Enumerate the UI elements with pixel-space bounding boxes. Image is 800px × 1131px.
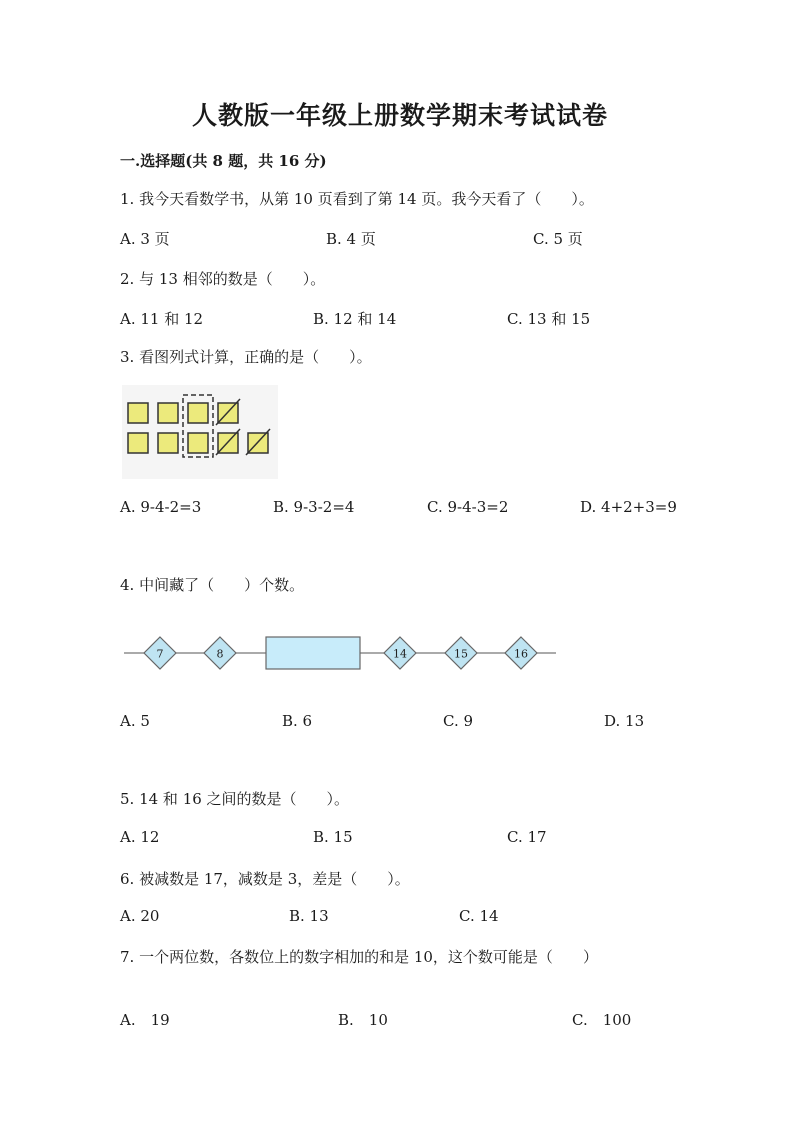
question-7: 7. 一个两位数，各数位上的数字相加的和是 10，这个数可能是（ ） [120,948,598,966]
figure-background [122,385,278,479]
q4-option-d[interactable]: D. 13 [604,712,645,730]
diamond-label-15: 15 [454,647,468,661]
q6-option-b[interactable]: B. 13 [289,907,329,925]
squares-figure [122,385,278,479]
q6-option-c[interactable]: C. 14 [459,907,499,925]
question-2: 2. 与 13 相邻的数是（ ）。 [120,270,326,288]
q5-option-c[interactable]: C. 17 [507,828,547,846]
q4-option-b[interactable]: B. 6 [282,712,313,730]
hidden-numbers-box [266,637,360,669]
section-heading: 一.选择题(共 8 题，共 16 分) [120,152,327,170]
question-5: 5. 14 和 16 之间的数是（ ）。 [120,790,350,808]
question-4: 4. 中间藏了（ ）个数。 [120,576,305,594]
question-1: 1. 我今天看数学书，从第 10 页看到了第 14 页。我今天看了（ ）。 [120,190,594,208]
square [158,403,178,423]
diamond-label-16: 16 [514,647,528,661]
square [128,433,148,453]
exam-title: 人教版一年级上册数学期末考试试卷 [191,101,608,130]
q3-option-b[interactable]: B. 9-3-2=4 [273,498,355,516]
q4-option-a[interactable]: A. 5 [120,712,150,730]
q5-option-a[interactable]: A. 12 [120,828,160,846]
q7-option-a[interactable]: A. 19 [120,1011,170,1029]
q1-option-b[interactable]: B. 4 页 [326,230,376,248]
q7-option-b[interactable]: B. 10 [338,1011,388,1029]
diamond-label-8: 8 [216,647,224,661]
square [188,403,208,423]
square [128,403,148,423]
q7-option-c[interactable]: C. 100 [572,1011,632,1029]
q5-option-b[interactable]: B. 15 [313,828,353,846]
q1-option-a[interactable]: A. 3 页 [120,230,170,248]
diamond-label-7: 7 [156,647,164,661]
q6-option-a[interactable]: A. 20 [120,907,160,925]
q4-option-c[interactable]: C. 9 [443,712,474,730]
q3-option-a[interactable]: A. 9-4-2=3 [120,498,202,516]
diamond-label-14: 14 [393,647,407,661]
square [188,433,208,453]
number-line-figure [124,632,560,674]
question-6: 6. 被减数是 17，减数是 3，差是（ ）。 [120,870,410,888]
q1-option-c[interactable]: C. 5 页 [533,230,583,248]
question-3: 3. 看图列式计算，正确的是（ ）。 [120,348,372,366]
q3-option-c[interactable]: C. 9-4-3=2 [427,498,509,516]
q2-option-b[interactable]: B. 12 和 14 [313,310,397,328]
q2-option-c[interactable]: C. 13 和 15 [507,310,591,328]
q3-option-d[interactable]: D. 4+2+3=9 [580,498,677,516]
square [158,433,178,453]
q2-option-a[interactable]: A. 11 和 12 [120,310,204,328]
